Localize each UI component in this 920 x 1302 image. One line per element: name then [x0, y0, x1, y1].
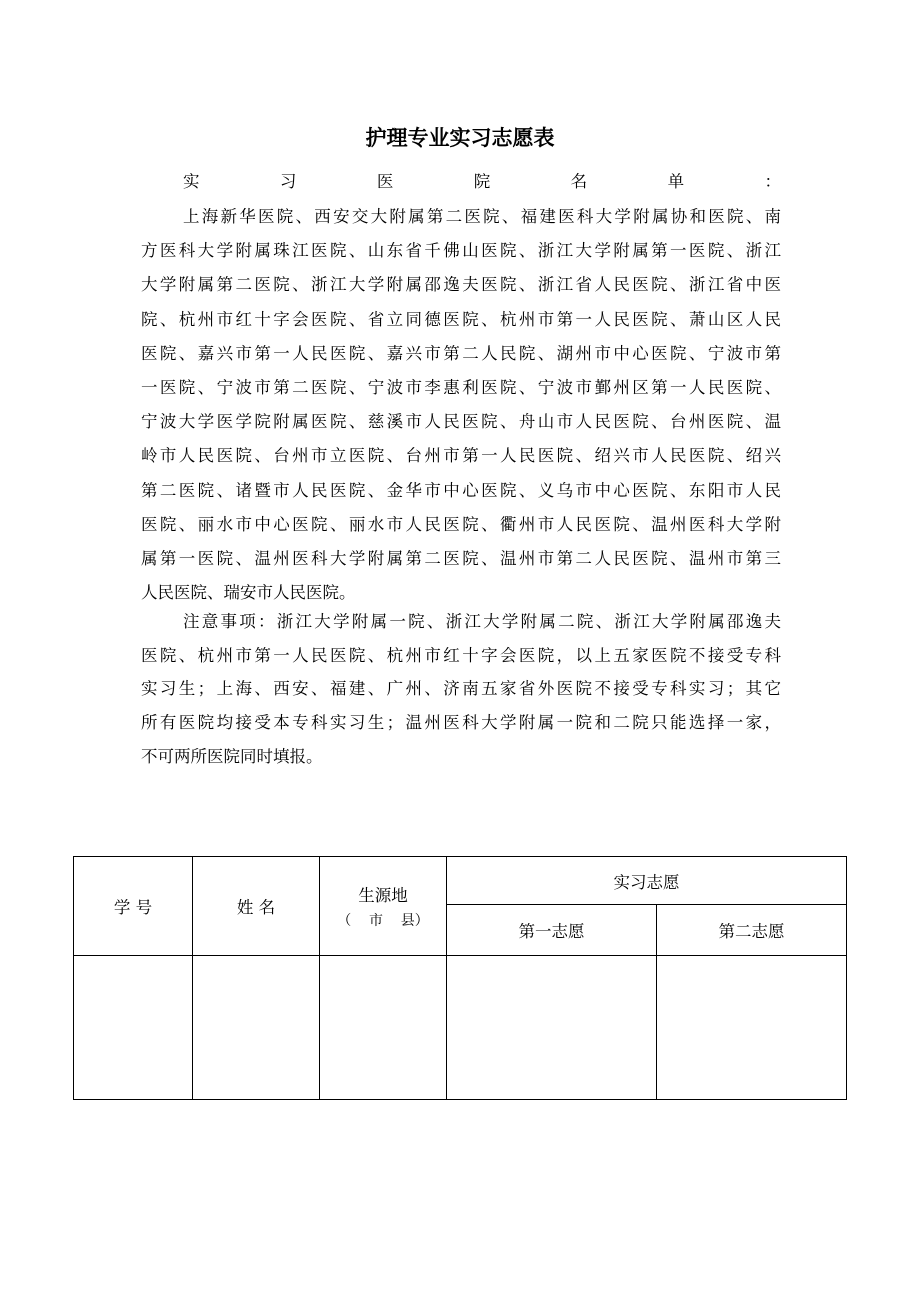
text-line: 实习生；上海、西安、福建、广州、济南五家省外医院不接受专科实习；其它: [141, 679, 781, 699]
text-line: 一医院、宁波市第二医院、宁波市李惠利医院、宁波市鄞州区第一人民医院、: [141, 378, 781, 397]
second-choice-header: 第二志愿: [657, 905, 847, 956]
first-choice-header: 第一志愿: [447, 905, 657, 956]
origin-label: 生源地: [358, 886, 408, 905]
text-line: 人民医院、瑞安市人民医院。: [141, 583, 356, 603]
text-line: 属第一医院、温州医科大学附属第二医院、温州市第二人民医院、温州市第三: [141, 549, 781, 568]
student-id-cell[interactable]: [74, 956, 193, 1100]
text-line: 医院、嘉兴市第一人民医院、嘉兴市第二人民院、湖州市中心医院、宁波市第: [141, 343, 781, 363]
text-line: 岭市人民医院、台州市立医院、台州市第一人民医院、绍兴市人民医院、绍兴: [141, 446, 781, 466]
name-header: 姓 名: [193, 857, 320, 956]
text-line: 不可两所医院同时填报。: [141, 746, 323, 766]
text-line: 方医科大学附属珠江医院、山东省千佛山医院、浙江大学附属第一医院、浙江: [141, 241, 781, 261]
text-line: 大学附属第二医院、浙江大学附属邵逸夫医院、浙江省人民医院、浙江省中医: [141, 275, 781, 295]
origin-header: [320, 857, 447, 956]
name-cell[interactable]: [193, 956, 320, 1100]
text-line: 宁波大学医学院附属医院、慈溪市人民医院、舟山市人民医院、台州医院、温: [141, 412, 781, 432]
preference-form-table: [73, 856, 847, 1100]
text-line: 所有医院均接受本专科实习生；温州医科大学附属一院和二院只能选择一家，: [141, 713, 781, 733]
preference-header: 实习志愿: [447, 857, 847, 905]
text-line: 院、杭州市红十字会医院、省立同德医院、杭州市第一人民医院、萧山区人民: [141, 309, 781, 329]
hospital-list-heading: 实习医院名单：: [183, 172, 781, 191]
student-id-header: 学 号: [74, 857, 193, 956]
text-line: 注意事项：浙江大学附属一院、浙江大学附属二院、浙江大学附属邵逸夫: [183, 612, 781, 631]
origin-sub-label: （ 市 县）: [337, 913, 429, 929]
text-line: 上海新华医院、西安交大附属第二医院、福建医科大学附属协和医院、南: [183, 207, 781, 226]
page-title: 护理专业实习志愿表: [365, 126, 555, 150]
text-line: 医院、杭州市第一人民医院、杭州市红十字会医院，以上五家医院不接受专科: [141, 645, 781, 665]
text-line: 第二医院、诸暨市人民医院、金华市中心医院、义乌市中心医院、东阳市人民: [141, 480, 781, 500]
first-choice-cell[interactable]: [447, 956, 657, 1100]
second-choice-cell[interactable]: [657, 956, 847, 1100]
text-line: 医院、丽水市中心医院、丽水市人民医院、衢州市人民医院、温州医科大学附: [141, 514, 781, 534]
origin-cell[interactable]: [320, 956, 447, 1100]
